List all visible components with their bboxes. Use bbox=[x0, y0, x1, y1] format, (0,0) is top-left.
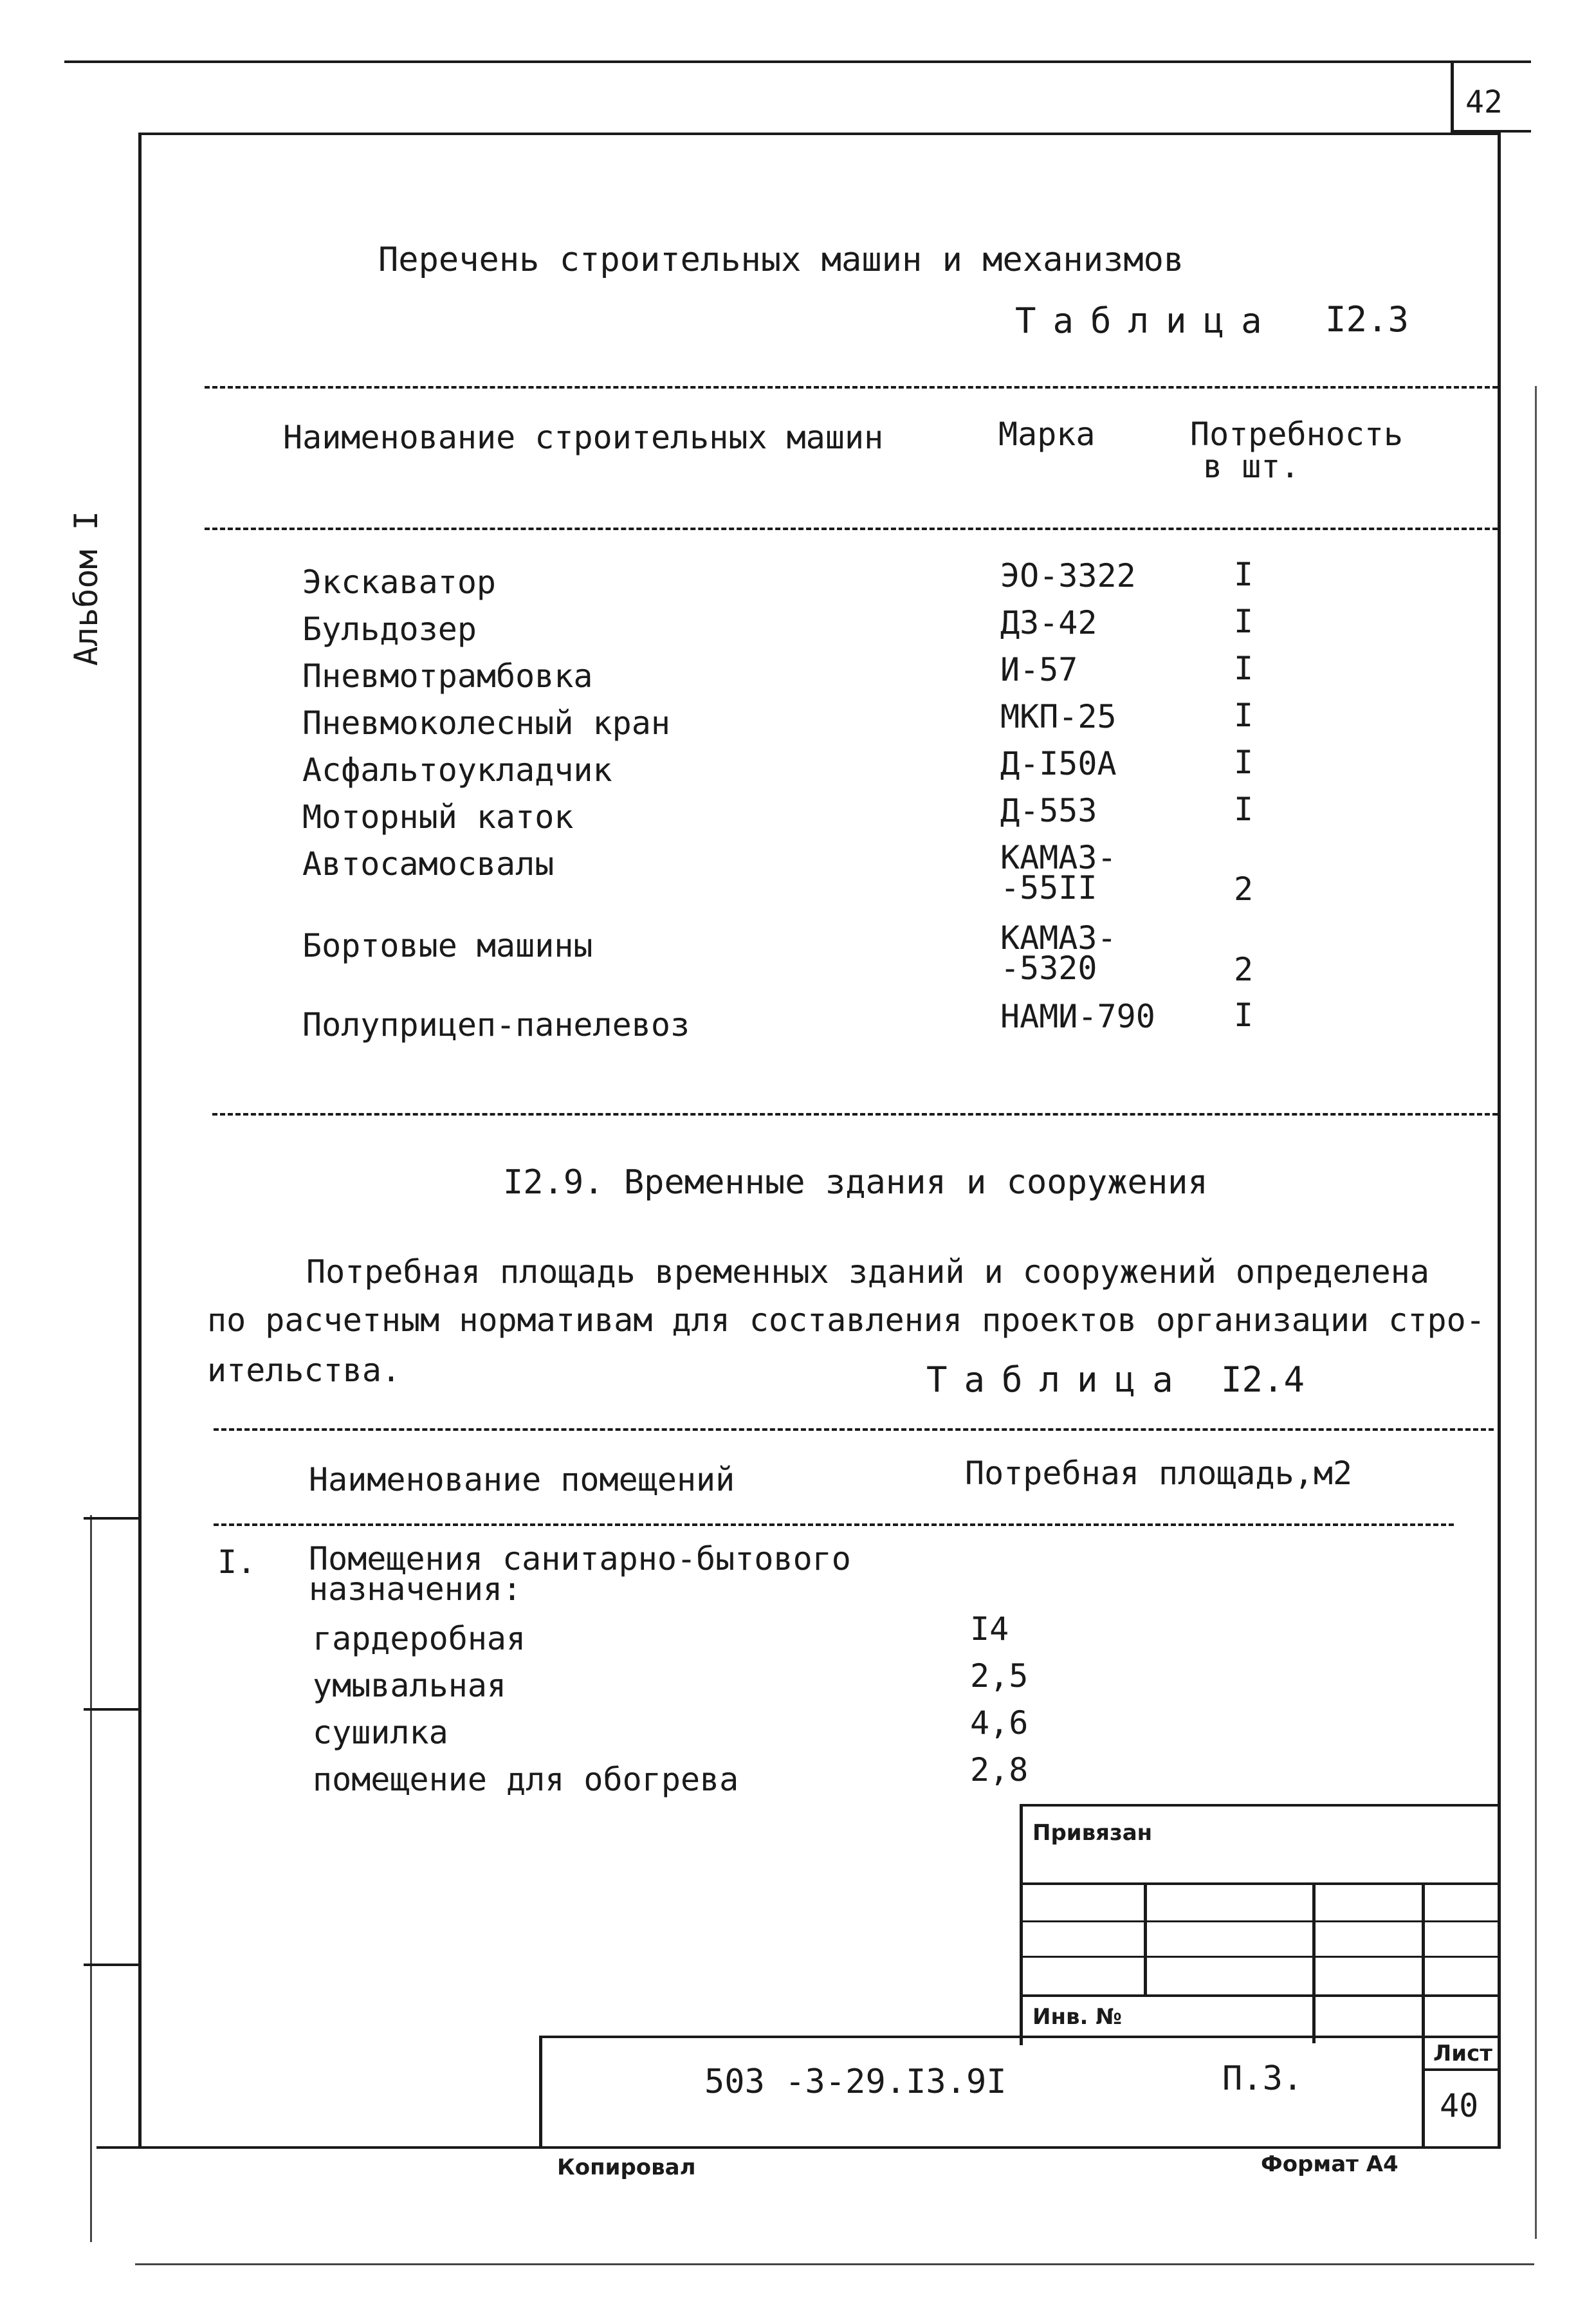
stamp-sheet-divider bbox=[1422, 2068, 1501, 2071]
table1-col-mark: Марка bbox=[998, 416, 1096, 453]
section-paragraph-line1: Потребная площадь временных зданий и сооружений определена bbox=[306, 1253, 1429, 1291]
table1-row-mark: НАМИ-790 bbox=[1000, 998, 1155, 1035]
footer-format-label: Формат А4 bbox=[1261, 2151, 1399, 2177]
table2-row-name: умывальная bbox=[313, 1667, 507, 1704]
stamp-main-left bbox=[539, 2036, 542, 2149]
table1-row-name: Пневмотрамбовка bbox=[302, 658, 593, 695]
frame-bottom bbox=[96, 2146, 1501, 2149]
footer-copied-label: Копировал bbox=[557, 2155, 696, 2180]
table2-number: I2.4 bbox=[1221, 1359, 1305, 1400]
stamp-col-2 bbox=[1312, 1882, 1316, 2043]
stamp-col-3 bbox=[1422, 1882, 1425, 2146]
table1-col-need-1: Потребность bbox=[1190, 416, 1404, 453]
section-paragraph-line2: по расчетным нормативам для составления проектов организации стро- bbox=[207, 1302, 1485, 1339]
frame-top bbox=[140, 133, 1501, 135]
table1-row-name: Асфальтоукладчик bbox=[302, 751, 612, 789]
table2-row-area: 2,5 bbox=[970, 1657, 1029, 1695]
table1-row-qty: I bbox=[1234, 697, 1254, 734]
table1-row-name: Бульдозер bbox=[302, 611, 477, 648]
outer-right-faint bbox=[1535, 386, 1537, 2239]
stamp-row-3 bbox=[1022, 1956, 1501, 1958]
stamp-part: П.3. bbox=[1222, 2059, 1303, 2098]
table1-row-qty: 2 bbox=[1234, 870, 1254, 908]
table2-group-title-line1: Помещения санитарно-бытового bbox=[309, 1540, 851, 1578]
table2-row-name: сушилка bbox=[313, 1714, 448, 1751]
stamp-bound-label: Привязан bbox=[1032, 1820, 1153, 1846]
page-number-box-left bbox=[1451, 60, 1454, 133]
binding-tick-3 bbox=[84, 1964, 140, 1966]
table1-row-qty: 2 bbox=[1234, 951, 1254, 988]
table2-top-rule bbox=[214, 1428, 1494, 1431]
table1-row-qty: I bbox=[1234, 603, 1254, 640]
table1-row-mark: ЭО-3322 bbox=[1000, 557, 1136, 594]
stamp-row-1 bbox=[1022, 1882, 1501, 1885]
section-title: I2.9. Временные здания и сооружения bbox=[503, 1163, 1208, 1202]
stamp-doc-code: 503 -3-29.I3.9I bbox=[704, 2063, 1007, 2101]
bottom-rule bbox=[135, 2263, 1534, 2265]
binding-strip-left bbox=[90, 1515, 92, 2242]
table1-row-name: Моторный каток bbox=[302, 798, 574, 836]
table1-row-name: Полуприцеп-панелевоз bbox=[302, 1006, 690, 1044]
stamp-row-2 bbox=[1022, 1920, 1501, 1922]
stamp-main-top bbox=[540, 2036, 1501, 2038]
table1-row-mark-line2: -5320 bbox=[1000, 950, 1097, 987]
table1-row-mark: Д-553 bbox=[1000, 792, 1097, 829]
stamp-row-4 bbox=[1022, 1994, 1501, 1997]
page-number: 42 bbox=[1465, 84, 1503, 120]
table2-col-area: Потребная площадь,м2 bbox=[965, 1455, 1353, 1492]
table1-row-qty: I bbox=[1234, 650, 1254, 687]
table1-row-mark: МКП-25 bbox=[1000, 698, 1117, 735]
table1-row-name: Экскаватор bbox=[302, 564, 497, 601]
table2-row-area: 4,6 bbox=[970, 1704, 1029, 1742]
table1-label: Таблица bbox=[1015, 300, 1279, 341]
stamp-col-1 bbox=[1144, 1882, 1147, 1996]
table2-label: Таблица bbox=[926, 1359, 1190, 1400]
table1-row-qty: I bbox=[1234, 791, 1254, 828]
table1-row-name: Пневмоколесный кран bbox=[302, 704, 670, 742]
binding-tick-1 bbox=[84, 1517, 140, 1520]
stamp-sheet-number: 40 bbox=[1440, 2087, 1479, 2124]
table2-group-title-line2: назначения: bbox=[309, 1570, 522, 1608]
album-label: Альбом I bbox=[68, 511, 105, 666]
table2-header-rule bbox=[214, 1523, 1454, 1526]
table1-row-mark: И-57 bbox=[1000, 651, 1078, 688]
table1-row-qty: I bbox=[1234, 744, 1254, 781]
table1-row-qty: I bbox=[1234, 997, 1254, 1034]
table1-col-name: Наименование строительных машин bbox=[283, 419, 884, 456]
table2-row-name: гардеробная bbox=[313, 1620, 526, 1657]
frame-right bbox=[1498, 133, 1501, 2149]
table1-number: I2.3 bbox=[1325, 299, 1409, 340]
stamp-top bbox=[1022, 1804, 1501, 1807]
table2-col-name: Наименование помещений bbox=[309, 1461, 735, 1498]
stamp-sheet-label: Лист bbox=[1433, 2041, 1492, 2066]
table1-row-mark: Д-I50А bbox=[1000, 745, 1117, 782]
table1-col-need-2: в шт. bbox=[1203, 448, 1300, 485]
table1-top-rule bbox=[205, 386, 1498, 389]
table2-group-number: I. bbox=[217, 1543, 257, 1581]
table1-row-mark-line2: -55II bbox=[1000, 869, 1097, 906]
table1-bottom-rule bbox=[212, 1113, 1498, 1116]
stamp-inv-label: Инв. № bbox=[1032, 2004, 1123, 2030]
table1-heading: Перечень строительных машин и механизмов bbox=[378, 241, 1184, 279]
table2-row-area: I4 bbox=[970, 1610, 1009, 1648]
table1-row-name: Бортовые машины bbox=[302, 927, 593, 964]
stamp-left bbox=[1020, 1804, 1023, 2045]
frame-left bbox=[138, 133, 142, 2149]
section-paragraph-line3: ительства. bbox=[207, 1352, 401, 1389]
table1-row-mark-line1: КАМАЗ- bbox=[1000, 839, 1117, 876]
table1-row-qty: I bbox=[1234, 556, 1254, 593]
table1-row-mark-line1: КАМАЗ- bbox=[1000, 919, 1117, 957]
table2-row-name: помещение для обогрева bbox=[313, 1761, 739, 1798]
table1-header-rule bbox=[205, 528, 1498, 530]
top-rule bbox=[64, 60, 1531, 63]
binding-tick-2 bbox=[84, 1708, 140, 1711]
table2-row-area: 2,8 bbox=[970, 1751, 1029, 1789]
table1-row-mark: ДЗ-42 bbox=[1000, 604, 1097, 641]
table1-row-name: Автосамосвалы bbox=[302, 845, 555, 883]
